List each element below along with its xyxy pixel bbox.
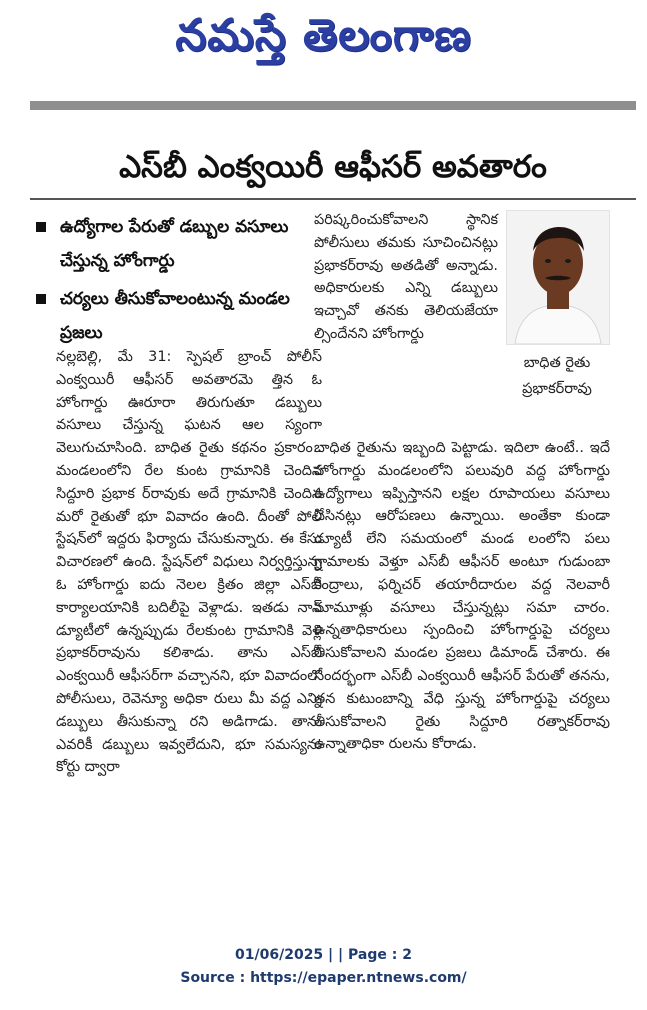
subheadline-bullets — [30, 210, 320, 354]
masthead-divider — [30, 101, 636, 110]
bullet-item — [30, 210, 320, 278]
page-date-footer: 01/06/2025 | | Page : 2 — [235, 947, 412, 963]
masthead-logo: నమస్తే తెలంగాణ — [175, 10, 472, 61]
source-footer: Source : https://epaper.ntnews.com/ — [180, 970, 467, 986]
article-column-2-bottom: బాధిత రైతును ఇబ్బంది పెట్టాడు. ఇదిలా ఉంటే.. ఇదే హోంగార్డు మండలంలోని పలువురి వద్ద హోంగార్డు ఉద్యోగాలు ఇప్పిస్తానని లక్షల రూపాయలు వసూలు చేసినట్లు ఆరోపణలు ఉన్నాయి. అంతేకా కుండా డ్యూటీ లేని సమయంలో మండ లంలోని పలు గ్రామాలకు వెళ్తూ ఎస్‌బీ ఆఫీసర్ అంటూ గుడుంబా కేంద్రాలు, ఫర్నిచర్ తయారీదారుల వద్ద నెలవారీ మామూళ్లు వసూలు చేస్తున్నట్లు సమా చారం. ఉన్నతాధికారులు స్పందించి హోంగార్డుపై చర్యలు తీసుకోవాలని మండల ప్రజలు డిమాండ్ చేశారు. ఈ సందర్భంగా ఎస్‌బీ ఎంక్వయిరీ ఆఫీసర్ పేరుతో తనను, తన కుటుంబాన్ని వేధి స్తున్న హోంగార్డుపై చర్యలు తీసుకోవాలని రైతు సిద్దూరి రత్నాకర్‌రావు ఉన్నాతాధికా రులను కోరాడు. — [314, 440, 610, 753]
article-column-1: నల్లబెల్లి, మే 31: స్పెషల్ బ్రాంచ్ పోలీస్ ఎంక్వయిరీ ఆఫీసర్ అవతారమె త్తిన ఓ హోంగార్డు ఊరూరా తిరుగుతూ డబ్బులు వసూలు చేస్తున్న ఘటన ఆల స్యంగా వెలుగుచూసింది. బాధిత రైతు కథనం ప్రకారం.. మండలంలోని రేల కుంట గ్రామానికి చెందిన సిద్దూరి ప్రభాక ర్‌రావుకు అదే గ్రామానికి చెందిన మరో రైతుతో భూ వివాదం ఉంది. దీంతో పోలీ స్టేషన్‌లో ఇద్దరు ఫిర్యాదు చేసుకున్నారు. ఈ కేసు విచారణలో ఉంది. స్టేషన్‌లో విధులు నిర్వర్తిస్తున్న ఓ హోంగార్డు ఐదు నెలల క్రితం జిల్లా ఎస్‌బీ కార్యాలయానికి బదిలీపై వెళ్లాడు. ఇతడు నాన్ డ్యూటీలో ఉన్నప్పుడు రేలకుంట గ్రామానికి వెళ్లి ప్రభాకర్‌రావును కలిశాడు. తాను ఎస్‌బీ ఎంక్వయిరీ ఆఫీసర్‌గా వచ్చానని, భూ వివాదంలో పోలీసులు, రెవెన్యూ అధికా రులు మీ వద్ద ఎన్ని డబ్బులు తీసుకున్నా రని అడిగాడు. తాను ఎవరికీ డబ్బులు ఇవ్వలేదుని, భూ సమస్యను కోర్టు ద్వారా — [56, 349, 322, 776]
headline-underline — [30, 198, 636, 200]
square-bullet-icon — [36, 222, 46, 232]
square-bullet-icon — [36, 294, 46, 304]
bullet-item — [30, 282, 320, 350]
farmer-photo — [506, 210, 610, 345]
article-headline: ఎస్‌బీ ఎంక్వయిరీ ఆఫీసర్‌ అవతారం — [119, 149, 547, 185]
farmer-portrait-image — [507, 211, 609, 344]
bullet-text: ఉద్యోగాల పేరుతో డబ్బుల వసూలు చేస్తున్న హోంగార్డు — [60, 217, 289, 271]
bullet-text: చర్యలు తీసుకోవాలంటున్న మండల ప్రజలు — [60, 289, 290, 343]
photo-caption: బాధిత రైతు ప్రభాకర్‌రావు — [522, 355, 592, 397]
article-column-2-top: పరిష్కరించుకోవాలని స్థానిక పోలీసులు తమకు సూచించినట్లు ప్రభాకర్‌రావు అతడితో అన్నాడు. అధికారులకు ఎన్ని డబ్బులు ఇచ్చావో తనకు తెలియజేయా ల్సిందేనని హోంగార్డు — [314, 212, 498, 342]
